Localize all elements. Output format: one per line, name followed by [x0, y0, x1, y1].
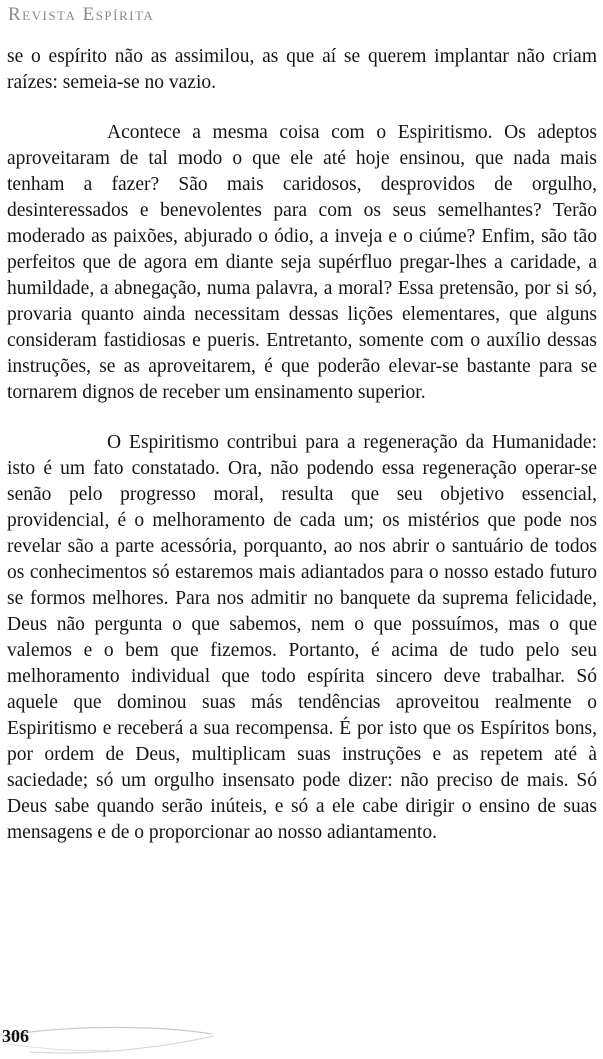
page-body — [7, 44, 597, 846]
page-number-swoosh-ornament — [0, 1022, 220, 1059]
running-header: Revista Espírita — [8, 4, 155, 25]
paragraph-continuation: se o espírito não as assimilou, as que aí se querem implantar não criam raízes: semeia-se no vazio. — [7, 46, 597, 93]
page-number: 306 — [2, 1026, 29, 1046]
paragraph: Acontece a mesma coisa com o Espiritismo. Os adeptos aproveitaram de tal modo o que ele até hoje ensinou, que nada mais tenham a fazer? São mais caridosos, desprovidos de orgulho, desinteressados e benevolentes para com os seus semelhantes? Terão moderado as paixões, abjurado o ódio, a inveja e o ciúme? Enfim, são tão perfeitos que de agora em diante seja supérfluo pregar-lhes a caridade, a humildade, a abnegação, numa palavra, a moral? Essa pretensão, por si só, provaria quanto ainda necessitam dessas lições elementares, que alguns consideram fastidiosas e pueris. Entretanto, somente com o auxílio dessas instruções, se as aproveitarem, é que poderão elevar-se bastante para se tornarem dignos de receber um ensinamento superior. — [7, 122, 597, 403]
paragraph: O Espiritismo contribui para a regeneração da Humanidade: isto é um fato constatado. Ora, não podendo essa regeneração operar-se senão pelo progresso moral, resulta que seu objetivo essencial, providencial, é o melhoramento de cada um; os mistérios que pode nos revelar são a parte acessória, porquanto, ao nos abrir o santuário de todos os conhecimentos só estaremos mais adiantados para o nosso estado futuro se formos melhores. Para nos admitir no banquete da suprema felicidade, Deus não pergunta o que sabemos, nem o que possuímos, mas o que valemos e o bem que fizemos. Portanto, é acima de tudo pelo seu melhoramento individual que todo espírita sincero deve trabalhar. Só aquele que dominou suas más tendências aproveitou realmente o Espiritismo e receberá a sua recompensa. É por isto que os Espíritos bons, por ordem de Deus, multiplicam suas instruções e as repetem até à saciedade; só um orgulho insensato pode dizer: não preciso de mais. Só Deus sabe quando serão inúteis, e só a ele cabe dirigir o ensino de suas mensagens e de o proporcionar ao nosso adiantamento. — [7, 432, 597, 843]
